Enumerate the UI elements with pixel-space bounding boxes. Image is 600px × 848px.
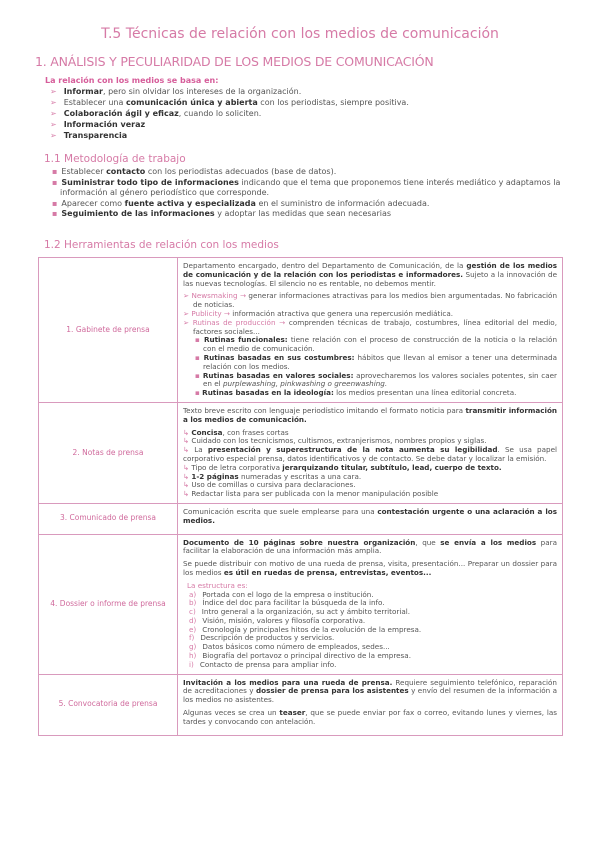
text-segment: Datos básicos como número de empleados, sedes... — [202, 642, 390, 652]
text-segment: Cuidado con los tecnicismos, cultismos, extranjerismos, nombres propios y siglas. — [191, 436, 487, 446]
text-segment: Publicity → — [191, 308, 230, 318]
text-segment: Visión, misión, valores y filosofía corporativa. — [202, 615, 366, 625]
text-segment: Índice del doc para facilitar la búsqueda de la info. — [202, 598, 385, 608]
item-marker: g) — [189, 642, 197, 652]
text-segment: , que — [415, 537, 441, 547]
text-segment: Texto breve escrito con lenguaje periodístico imitando el formato noticia para — [183, 405, 466, 415]
text-segment: Portada con el logo de la empresa o institución. — [202, 589, 374, 599]
text-segment: presentación y superestructura de la nota aumenta su legibilidad — [207, 445, 498, 455]
text-segment: fuente activa y especializada — [124, 198, 256, 208]
text-segment: Rutinas basadas en la ideología: — [202, 388, 334, 398]
item-marker: i) — [189, 659, 194, 669]
text-segment: gestión de los medios de comunicación y de la relación con los periodistas e informadores. — [183, 261, 557, 279]
text-segment: Informar — [63, 87, 103, 96]
text-segment: . Se usa papel corporativo especial prensa, datos identificativos y de contacto. Se debe datar y localizar la emisión. — [183, 445, 558, 463]
text-segment: Cronología y principales hitos de la evolución de la empresa. — [202, 624, 422, 634]
corner-arrow-icon: ↳ — [183, 445, 195, 455]
tool-description — [178, 258, 563, 403]
paragraph — [183, 679, 557, 705]
tool-description — [178, 402, 563, 503]
arrow-bullet-icon: ➢ — [50, 98, 57, 107]
text-segment: contestación urgente o una aclaración a los medios. — [183, 506, 557, 525]
relation-list — [50, 86, 409, 141]
tool-name: 1. Gabinete de prensa — [39, 258, 178, 403]
arrow-bullet-icon: ➢ — [50, 87, 57, 96]
text-segment: Intro general a la organización, su act y ámbito territorial. — [201, 607, 411, 617]
list-item — [50, 130, 409, 141]
text-segment: Contacto de prensa para ampliar info. — [199, 659, 337, 669]
text-segment: Colaboración ágil y eficaz — [63, 109, 179, 118]
document-title: T.5 Técnicas de relación con los medios de comunicación — [101, 26, 499, 42]
square-bullet-icon: ▪ — [52, 198, 58, 208]
square-bullet-icon: ▪ — [52, 167, 58, 176]
tool-description — [178, 534, 563, 674]
item-marker: c) — [189, 607, 196, 617]
square-bullet-icon: ▪ — [195, 352, 204, 362]
item-marker: h) — [189, 651, 197, 661]
text-segment: indicando que el tema que proponemos tiene interés mediático y adaptamos la información al género periodístico que corresponde. — [60, 177, 561, 197]
text-segment: información atractiva que genera una repercusión mediática. — [229, 308, 454, 318]
tool-name: 4. Dossier o informe de prensa — [39, 534, 178, 674]
section-heading-1-2: 1.2 Herramientas de relación con los medios — [44, 239, 279, 251]
text-segment: dossier de prensa para los asistentes — [256, 686, 409, 696]
text-segment: Establecer una — [63, 98, 126, 107]
text-segment: Transparencia — [63, 131, 128, 140]
paragraph — [183, 539, 557, 557]
text-segment: comunicación única y abierta — [125, 98, 258, 107]
corner-arrow-icon: ↳ — [183, 436, 192, 446]
list-item — [50, 108, 409, 119]
text-segment: numeradas y escritas a una cara. — [238, 471, 362, 481]
tool-name: 2. Notas de prensa — [39, 402, 178, 503]
text-segment: aprovecharemos los valores sociales potentes, sin caer en el — [203, 370, 557, 389]
paragraph — [183, 407, 557, 425]
tool-name: 3. Comunicado de prensa — [39, 503, 178, 534]
square-bullet-icon: ▪ — [195, 370, 203, 380]
text-segment: , pero sin olvidar los intereses de la organización. — [102, 87, 302, 96]
text-segment: Rutinas de producción → — [192, 317, 286, 327]
intro-text: La relación con los medios se basa en: — [45, 76, 219, 85]
table-row — [39, 258, 563, 403]
text-segment: es útil en ruedas de prensa, entrevistas, eventos... — [223, 567, 432, 577]
corner-arrow-icon: ↳ — [183, 471, 192, 481]
table-row — [39, 402, 563, 503]
text-segment: Establecer — [61, 167, 107, 176]
text-segment: Tipo de letra corporativa — [191, 462, 283, 472]
square-bullet-icon: ▪ — [52, 177, 58, 187]
corner-arrow-icon: ↳ — [183, 489, 192, 499]
arrow-bullet-icon: ➢ — [50, 120, 57, 129]
corner-arrow-icon: ↳ — [183, 462, 192, 472]
sub-item — [183, 336, 557, 354]
note-item — [183, 490, 557, 499]
corner-arrow-icon: ↳ — [183, 480, 192, 490]
list-item — [52, 167, 572, 178]
paragraph — [183, 262, 557, 288]
tools-table — [38, 257, 563, 736]
text-segment: , con frases cortas — [222, 427, 289, 437]
text-segment: Newsmaking → — [191, 291, 246, 301]
text-segment: Seguimiento de las informaciones — [61, 209, 215, 218]
sub-item — [183, 372, 557, 390]
table-row — [39, 674, 563, 735]
arrow-bullet-icon: ➢ — [50, 131, 57, 140]
structure-item — [183, 661, 557, 670]
text-segment: Sujeto a la innovación de las nuevas tecnologías. El silencio no es rentable, no debemos mentir. — [183, 269, 557, 288]
text-segment: Comunicación escrita que suele emplearse para una — [183, 506, 378, 516]
section-heading-1-1: 1.1 Metodología de trabajo — [44, 153, 186, 165]
item-marker: d) — [189, 615, 197, 625]
arrow-bullet-icon: ➢ — [183, 291, 192, 301]
tool-name: 5. Convocatoria de prensa — [39, 674, 178, 735]
arrow-item — [183, 292, 557, 310]
text-segment: Biografía del portavoz o principal directivo de la empresa. — [202, 651, 411, 661]
list-item — [50, 86, 409, 97]
text-segment: Información veraz — [63, 120, 146, 129]
table-row — [39, 503, 563, 534]
sub-item — [183, 389, 557, 398]
item-marker: f) — [189, 633, 195, 643]
text-segment: Aparecer como — [61, 198, 125, 208]
square-bullet-icon: ▪ — [195, 335, 204, 345]
arrow-item — [183, 319, 557, 337]
text-segment: Uso de comillas o cursiva para declaraciones. — [191, 480, 356, 490]
arrow-bullet-icon: ➢ — [183, 317, 193, 327]
text-segment: 1-2 páginas — [191, 471, 239, 481]
text-segment: Invitación a los medios para una rueda de prensa. — [183, 677, 393, 687]
text-segment: La estructura es: — [187, 580, 248, 590]
text-segment: Departamento encargado, dentro del Departamento de Comunicación, de la — [183, 261, 467, 270]
square-bullet-icon: ▪ — [195, 388, 203, 398]
text-segment: comprenden técnicas de trabajo, costumbres, línea editorial del medio, factores sociales... — [193, 317, 557, 336]
list-item — [52, 199, 572, 210]
item-marker: e) — [189, 624, 197, 634]
text-segment: tiene relación con el proceso de construcción de la noticia o la relación con el medio de comunicación. — [203, 335, 557, 354]
text-segment: con los periodistas adecuados (base de datos). — [145, 167, 337, 176]
table-row — [39, 534, 563, 674]
text-segment: Rutinas basadas en sus costumbres: — [203, 352, 355, 362]
text-segment: Rutinas basadas en valores sociales: — [202, 370, 354, 380]
text-segment: , que se puede enviar por fax o correo, evitando lunes y viernes, las tardes y convocando con antelación. — [183, 708, 557, 726]
text-segment: Descripción de productos y servicios. — [200, 633, 335, 643]
sub-item — [183, 354, 557, 372]
text-segment: Se puede distribuir con motivo de una rueda de prensa, visita, presentación... Preparar un dossier para los medios — [183, 559, 557, 577]
list-item — [50, 119, 409, 130]
text-segment: generar informaciones atractivas para los medios bien argumentadas. No fabricación de noticias. — [193, 291, 557, 310]
text-segment: Concisa — [191, 427, 223, 437]
text-segment: y adoptar las medidas que sean necesarias — [214, 209, 392, 218]
text-segment: Redactar lista para ser publicada con la menor manipulación posible — [191, 489, 439, 499]
section-heading-1: 1. ANÁLISIS Y PECULIARIDAD DE LOS MEDIOS DE COMUNICACIÓN — [35, 54, 434, 69]
text-segment: y envío del resumen de la información a los medios no asistentes. — [183, 686, 557, 705]
list-item — [52, 209, 572, 220]
paragraph — [183, 508, 557, 526]
list-item — [50, 97, 409, 108]
text-segment: con los periodistas, siempre positiva. — [257, 98, 409, 107]
text-segment: Algunas veces se crea un — [183, 708, 280, 718]
text-segment: hábitos que llevan al emisor a tener una determinada relación con los medios. — [203, 352, 558, 371]
item-marker: b) — [189, 598, 197, 608]
text-segment: teaser — [279, 708, 306, 718]
text-segment: Suministrar todo tipo de informaciones — [61, 177, 239, 187]
text-segment: en el suministro de información adecuada. — [255, 198, 430, 208]
tool-description — [178, 674, 563, 735]
item-marker: a) — [189, 589, 197, 599]
square-bullet-icon: ▪ — [52, 209, 58, 218]
list-item — [52, 178, 572, 199]
paragraph — [183, 709, 557, 727]
paragraph — [183, 560, 557, 578]
text-segment: La — [194, 445, 208, 455]
method-list — [52, 167, 572, 220]
text-segment: purplewashing, pinkwashing o greenwashing. — [222, 379, 388, 389]
text-segment: para facilitar la elaboración de una información más amplia. — [183, 537, 557, 556]
corner-arrow-icon: ↳ — [183, 427, 192, 437]
text-segment: Rutinas funcionales: — [203, 335, 288, 345]
text-segment: contacto — [106, 167, 146, 176]
arrow-bullet-icon: ➢ — [50, 109, 57, 118]
text-segment: Requiere seguimiento telefónico, reparación de acreditaciones y — [183, 677, 557, 696]
text-segment: los medios presentan una línea editorial concreta. — [333, 388, 517, 398]
text-segment: , cuando lo soliciten. — [178, 109, 262, 118]
text-segment: se envía a los medios — [440, 537, 537, 547]
tool-description — [178, 503, 563, 534]
text-segment: jerarquizando titular, subtítulo, lead, cuerpo de texto. — [282, 462, 502, 472]
note-item — [183, 446, 557, 464]
arrow-bullet-icon: ➢ — [183, 308, 192, 318]
text-segment: Documento de 10 páginas sobre nuestra organización — [183, 537, 416, 547]
text-segment: transmitir información a los medios de comunicación. — [183, 405, 557, 424]
